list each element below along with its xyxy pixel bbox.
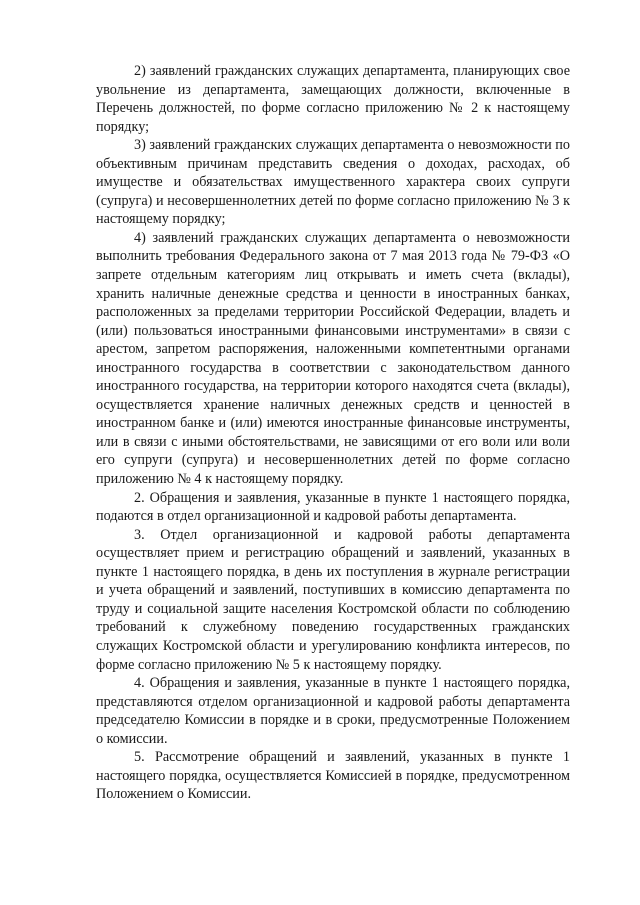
paragraph-point-4: 4. Обращения и заявления, указанные в пункте 1 настоящего порядка, представляются отделом организационной и кадровой работы департамента председателю Комиссии в порядке и в сроки, предусмотренные Положением о комиссии.: [96, 675, 570, 747]
paragraph-point-3: 3. Отдел организационной и кадровой работы департамента осуществляет прием и регистрацию обращений и заявлений, указанных в пункте 1 настоящего порядка, в день их поступления в журнале регистрации и учета обращений и заявлений, поступивших в комиссию департамента по труду и социальной защите населения Костромской области по соблюдению требований к служебному поведению государственных гражданских служащих Костромской области и урегулированию конфликта интересов, по форме согласно приложению № 5 к настоящему порядку.: [96, 526, 570, 673]
paragraph-point-5: 5. Рассмотрение обращений и заявлений, указанных в пункте 1 настоящего порядка, осуществляется Комиссией в порядке, предусмотренном Положением о Комиссии.: [96, 749, 570, 803]
document-body: [96, 62, 570, 804]
paragraph-item-3: 3) заявлений гражданских служащих департамента о невозможности по объективным причинам представить сведения о доходах, расходах, об имуществе и обязательствах имущественного характера своих супруги (супруга) и несовершеннолетних детей по форме согласно приложению № 3 к настоящему порядку;: [96, 137, 570, 228]
paragraph-item-4: 4) заявлений гражданских служащих департамента о невозможности выполнить требования Федерального закона от 7 мая 2013 года № 79-ФЗ «О запрете отдельным категориям лиц открывать и иметь счета (вклады), хранить наличные денежные средства и ценности в иностранных банках, расположенных за пределами территории Российской Федерации, владеть и (или) пользоваться иностранными финансовыми инструментами» в связи с арестом, запретом распоряжения, наложенными компетентными органами иностранного государства в соответствии с законодательством данного иностранного государства, на территории которого находятся счета (вклады), осуществляется хранение наличных денежных средств и ценностей в иностранном банке и (или) имеются иностранные финансовые инструменты, или в связи с иными обстоятельствами, не зависящими от его воли или воли его супруги (супруга) и несовершеннолетних детей по форме согласно приложению № 4 к настоящему порядку.: [96, 229, 570, 488]
paragraph-item-2: 2) заявлений гражданских служащих департамента, планирующих свое увольнение из департамента, замещающих должности, включенные в Перечень должностей, по форме согласно приложению № 2 к настоящему порядку;: [96, 63, 570, 135]
paragraph-point-2: 2. Обращения и заявления, указанные в пункте 1 настоящего порядка, подаются в отдел организационной и кадровой работы департамента.: [96, 489, 570, 525]
